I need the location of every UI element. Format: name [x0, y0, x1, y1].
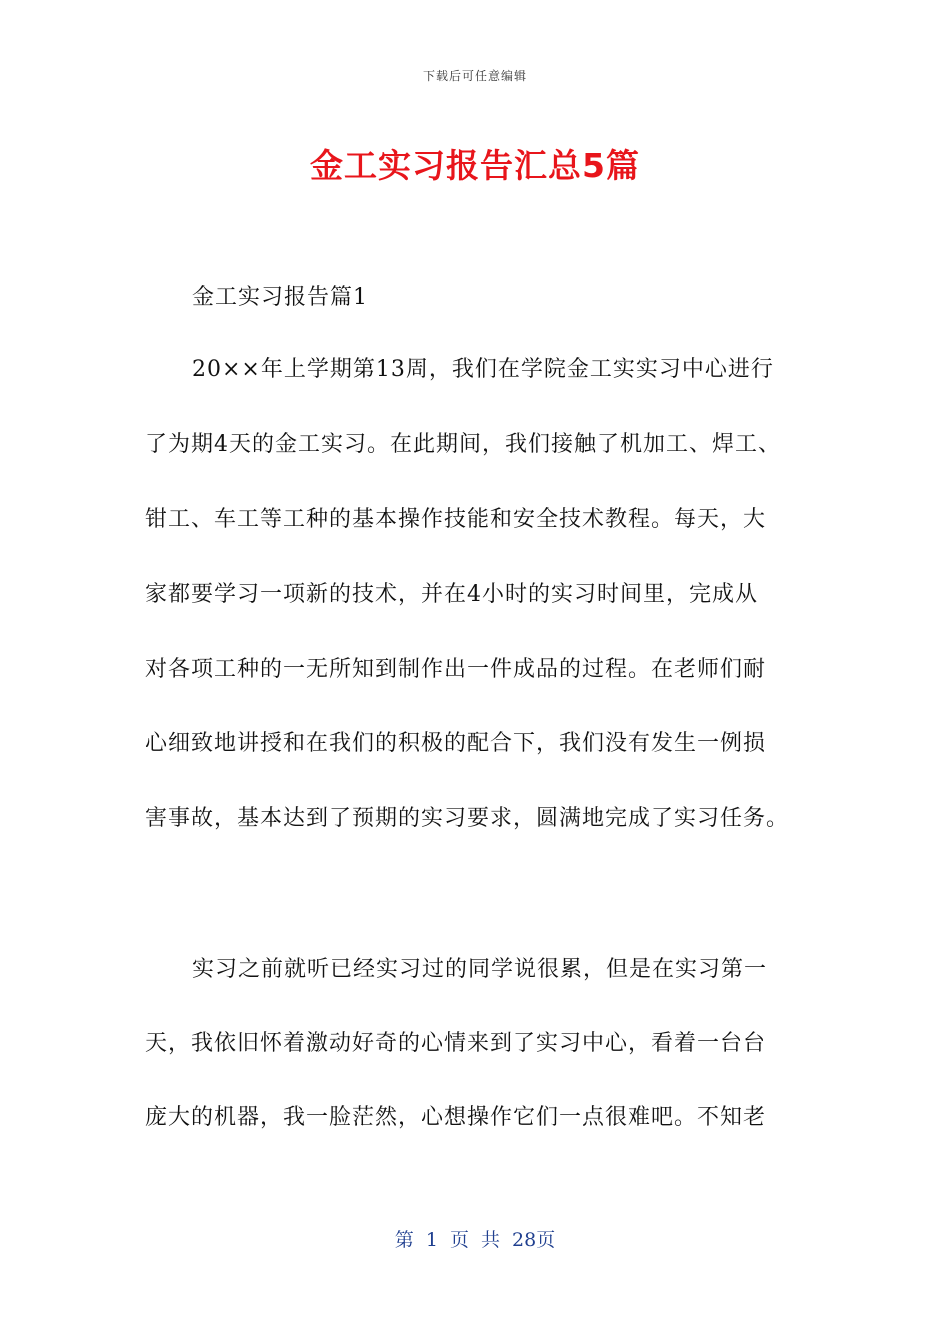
paragraph-1-line-1: 20××年上学期第13周，我们在学院金工实实习中心进行 [192, 357, 774, 382]
paragraph-1-line-4: 家都要学习一项新的技术，并在4小时的实习时间里，完成从 [145, 582, 758, 607]
paragraph-2-line-2: 天，我依旧怀着激动好奇的心情来到了实习中心，看着一台台 [145, 1031, 767, 1056]
page-number-footer: 第 1 页 共 28页 [394, 1229, 556, 1251]
header-note: 下载后可任意编辑 [422, 69, 527, 83]
paragraph-1-line-2: 了为期4天的金工实习。在此期间，我们接触了机加工、焊工、 [145, 432, 781, 457]
document-title: 金工实习报告汇总5篇 [310, 146, 640, 185]
section-heading: 金工实习报告篇1 [192, 285, 368, 310]
paragraph-1-line-5: 对各项工种的一无所知到制作出一件成品的过程。在老师们耐 [145, 657, 767, 682]
paragraph-1-line-7: 害事故，基本达到了预期的实习要求，圆满地完成了实习任务。 [145, 806, 790, 831]
paragraph-1-line-3: 钳工、车工等工种的基本操作技能和安全技术教程。每天，大 [145, 507, 767, 532]
paragraph-2-line-3: 庞大的机器，我一脸茫然，心想操作它们一点很难吧。不知老 [145, 1105, 767, 1130]
paragraph-1-line-6: 心细致地讲授和在我们的积极的配合下，我们没有发生一例损 [145, 731, 767, 756]
paragraph-2-line-1: 实习之前就听已经实习过的同学说很累，但是在实习第一 [192, 957, 768, 982]
